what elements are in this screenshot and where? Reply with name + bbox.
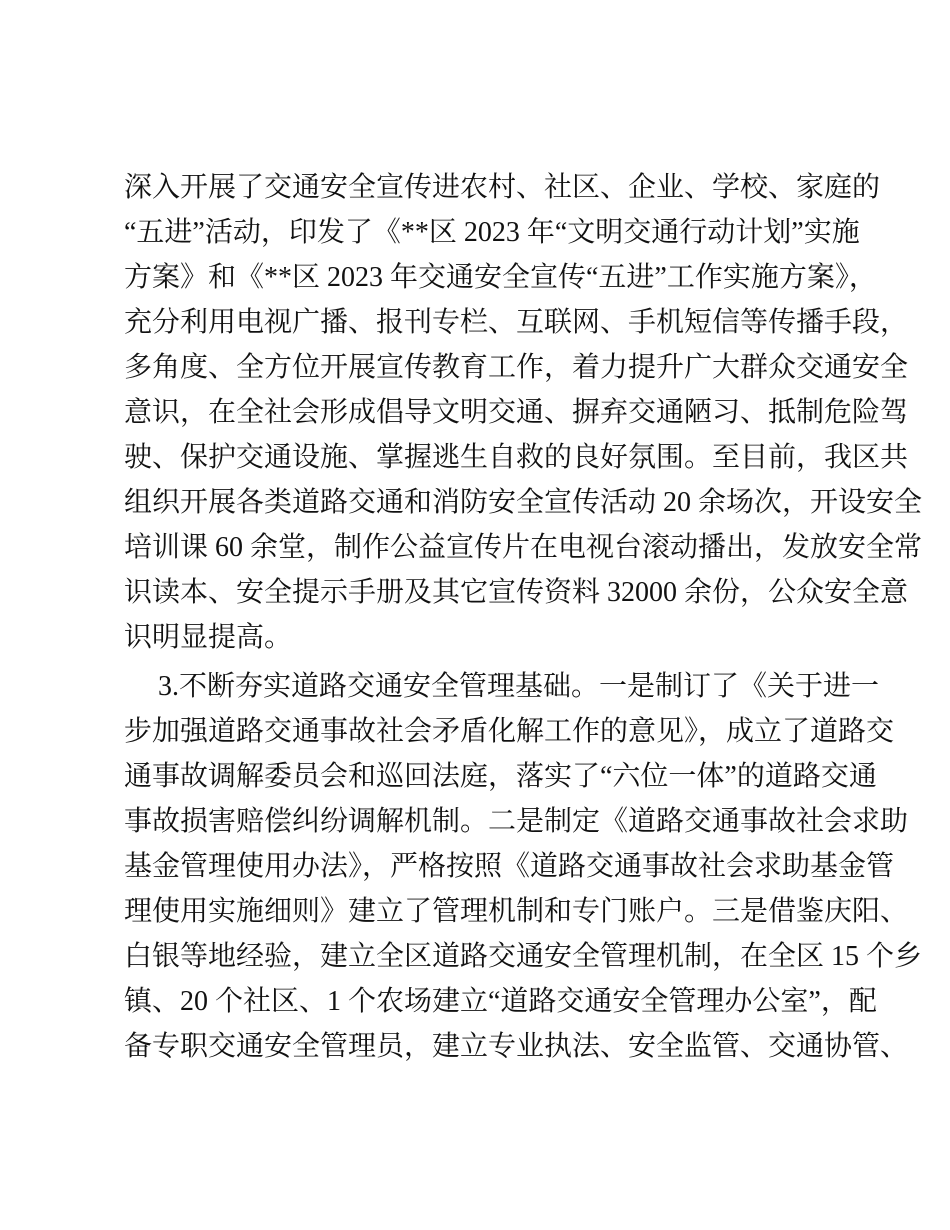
text-line: 意识，在全社会形成倡导文明交通、摒弃交通陋习、抵制危险驾 <box>124 397 909 428</box>
text-line: 通事故调解委员会和巡回法庭，落实了“六位一体”的道路交通 <box>124 761 877 792</box>
paragraph-publicity <box>124 165 923 660</box>
text-line: 备专职交通安全管理员，建立专业执法、安全监管、交通协管、 <box>124 1031 909 1062</box>
text-line: 识明显提高。 <box>124 622 293 653</box>
paragraph-management-foundation <box>124 664 923 1069</box>
text-line: 步加强道路交通事故社会矛盾化解工作的意见》，成立了道路交 <box>124 716 895 747</box>
text-line: “五进”活动，印发了《**区 2023 年“文明交通行动计划”实施 <box>124 217 860 248</box>
text-line: 事故损害赔偿纠纷调解机制。二是制定《道路交通事故社会求助 <box>124 806 909 837</box>
text-line: 基金管理使用办法》，严格按照《道路交通事故社会求助基金管 <box>124 851 895 882</box>
text-line: 镇、20 个社区、1 个农场建立“道路交通安全管理办公室”，配 <box>124 986 877 1017</box>
text-line: 充分利用电视广播、报刊专栏、互联网、手机短信等传播手段， <box>124 307 909 338</box>
text-line: 驶、保护交通设施、掌握逃生自救的良好氛围。至目前，我区共 <box>124 442 909 473</box>
text-line: 理使用实施细则》建立了管理机制和专门账户。三是借鉴庆阳、 <box>124 896 909 927</box>
text-line: 多角度、全方位开展宣传教育工作，着力提升广大群众交通安全 <box>124 352 909 383</box>
text-line: 培训课 60 余堂，制作公益宣传片在电视台滚动播出，发放安全常 <box>124 532 923 563</box>
text-line: 方案》和《**区 2023 年交通安全宣传“五进”工作实施方案》， <box>124 262 877 293</box>
text-line: 白银等地经验，建立全区道路交通安全管理机制，在全区 15 个乡 <box>124 941 923 972</box>
text-line: 3.不断夯实道路交通安全管理基础。一是制订了《关于进一 <box>158 671 880 702</box>
text-line: 组织开展各类道路交通和消防安全宣传活动 20 余场次，开设安全 <box>124 487 923 518</box>
text-line: 识读本、安全提示手册及其它宣传资料 32000 余份，公众安全意 <box>124 577 909 608</box>
text-line: 深入开展了交通安全宣传进农村、社区、企业、学校、家庭的 <box>124 172 881 203</box>
